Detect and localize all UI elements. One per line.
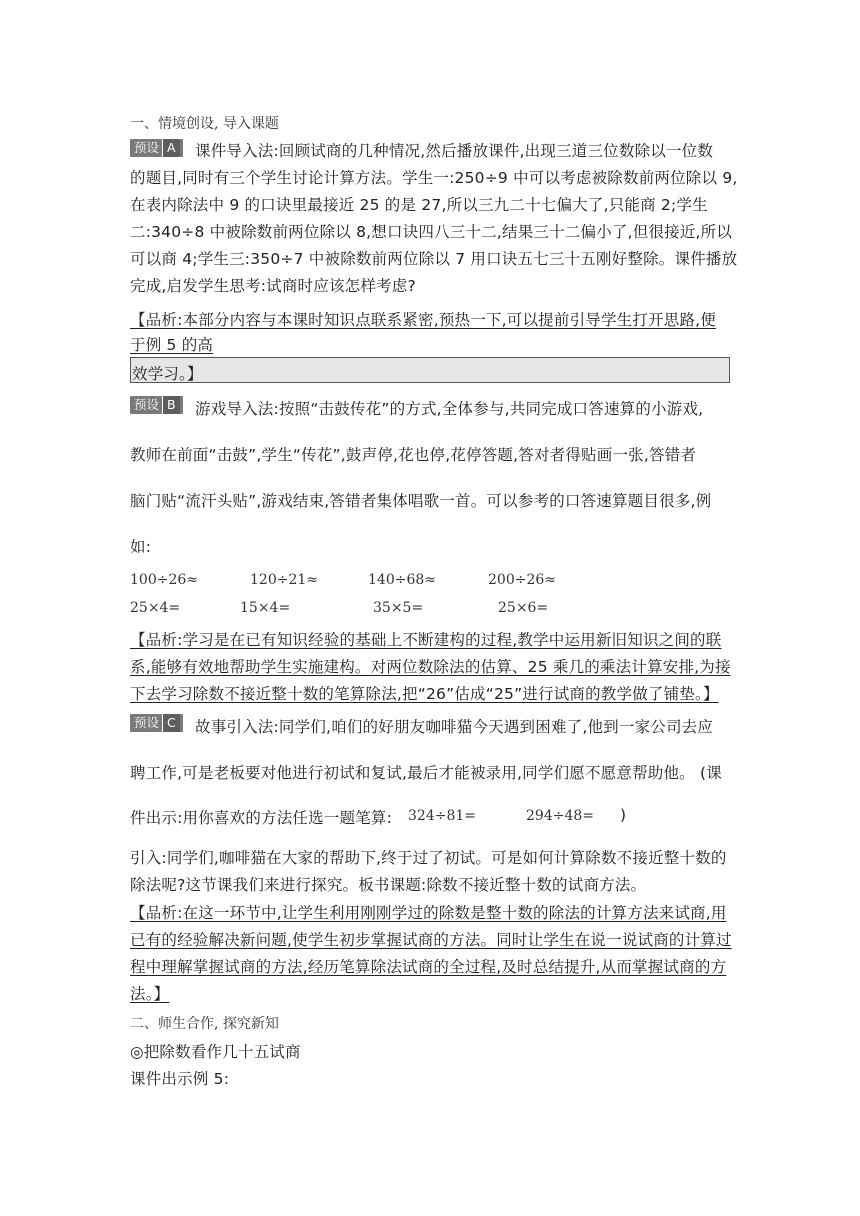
problem-1: 324÷81=: [408, 808, 476, 824]
preset-a-line-6: 完成,启发学生思考:试商时应该怎样考虑?: [130, 277, 416, 295]
math-item: 100÷26≈: [130, 572, 198, 588]
preset-b-line-3: 脑门贴“流汗头贴”,游戏结束,答错者集体唱歌一首。可以参考的口答速算题目很多,例: [130, 492, 712, 510]
preset-c-line-5: 除法呢?这节课我们来进行探究。板书课题:除数不接近整十数的试商方法。: [130, 876, 647, 894]
preset-a-line-3: 在表内除法中 9 的口诀里最接近 25 的是 27,所以三九二十七偏大了,只能商 2;学生: [130, 196, 708, 214]
analysis-a-line-1: 【品析:本部分内容与本课时知识点联系紧密,预热一下,可以提前引导学生打开思路,便: [130, 311, 717, 329]
math-item: 25×4=: [130, 600, 181, 616]
subheading: ◎把除数看作几十五试商: [130, 1043, 301, 1061]
preset-letter: B: [162, 396, 180, 414]
preset-c-badge: [130, 714, 183, 732]
preset-a-line-2: 的题目,同时有三个学生讨论计算方法。学生一:250÷9 中可以考虑被除数前两位除以 9,: [130, 169, 738, 187]
math-item: 25×6=: [498, 600, 549, 616]
math-item: 35×5=: [373, 600, 424, 616]
analysis-a-highlight-box: [130, 357, 730, 383]
problem-2: 294÷48=: [526, 808, 594, 824]
math-item: 140÷68≈: [368, 572, 436, 588]
analysis-c-line-2: 已有的经验解决新问题,使学生初步掌握试商的方法。同时让学生在说一说试商的计算过: [130, 931, 732, 949]
section-heading-1: 一、情境创设, 导入课题: [130, 116, 279, 132]
preset-label: 预设: [134, 715, 160, 730]
section-heading-2: 二、师生合作, 探究新知: [130, 1016, 279, 1032]
preset-b-badge: [130, 396, 183, 414]
preset-a-line-4: 二:340÷8 中被除数前两位除以 8,想口诀四八三十二,结果三十二偏小了,但很接近,所以: [130, 223, 733, 241]
example-line: 课件出示例 5:: [130, 1070, 230, 1088]
analysis-b-line-3: 下去学习除数不接近整十数的笔算除法,把“26”估成“25”进行试商的教学做了铺垫。】: [130, 685, 719, 703]
preset-letter: A: [162, 139, 180, 157]
preset-a-badge: [130, 139, 183, 157]
analysis-b-line-1: 【品析:学习是在已有知识经验的基础上不断建构的过程,教学中运用新旧知识之间的联: [130, 631, 722, 649]
analysis-b-line-2: 系,能够有效地帮助学生实施建构。对两位数除法的估算、25 乘几的乘法计算安排,为接: [130, 658, 731, 676]
preset-b-line-2: 教师在前面“击鼓”,学生“传花”,鼓声停,花也停,花停答题,答对者得贴画一张,答错者: [130, 446, 697, 464]
close-paren: ): [620, 806, 627, 824]
analysis-c-line-1: 【品析:在这一环节中,让学生利用刚刚学过的除数是整十数的除法的计算方法来试商,用: [130, 904, 727, 922]
preset-c-line-4: 引入:同学们,咖啡猫在大家的帮助下,终于过了初试。可是如何计算除数不接近整十数的: [130, 849, 727, 867]
math-item: 120÷21≈: [250, 572, 318, 588]
preset-c-line-3: 件出示:用你喜欢的方法任选一题笔算:: [130, 809, 393, 827]
preset-label: 预设: [134, 397, 160, 412]
preset-a-line-1: 课件导入法:回顾试商的几种情况,然后播放课件,出现三道三位数除以一位数: [195, 142, 714, 160]
analysis-c-line-4: 法。】: [130, 985, 170, 1003]
math-item: 15×4=: [240, 600, 291, 616]
preset-letter: C: [162, 714, 180, 732]
preset-c-line-1: 故事引入法:同学们,咱们的好朋友咖啡猫今天遇到困难了,他到一家公司去应: [195, 718, 714, 736]
preset-label: 预设: [134, 140, 160, 155]
preset-b-line-4: 如:: [130, 538, 152, 556]
preset-a-line-5: 可以商 4;学生三:350÷7 中被除数前两位除以 7 用口诀五七三十五刚好整除。课件播放: [130, 250, 738, 268]
analysis-a-line-2: 于例 5 的高: [130, 336, 214, 354]
math-item: 200÷26≈: [488, 572, 556, 588]
preset-b-line-1: 游戏导入法:按照“击鼓传花”的方式,全体参与,共同完成口答速算的小游戏,: [195, 400, 704, 418]
preset-c-line-2: 聘工作,可是老板要对他进行初试和复试,最后才能被录用,同学们愿不愿意帮助他。 (课: [130, 764, 722, 782]
analysis-c-line-3: 程中理解掌握试商的方法,经历笔算除法试商的全过程,及时总结提升,从而掌握试商的方: [130, 958, 727, 976]
analysis-a-line-3: 效学习。】: [132, 365, 203, 383]
